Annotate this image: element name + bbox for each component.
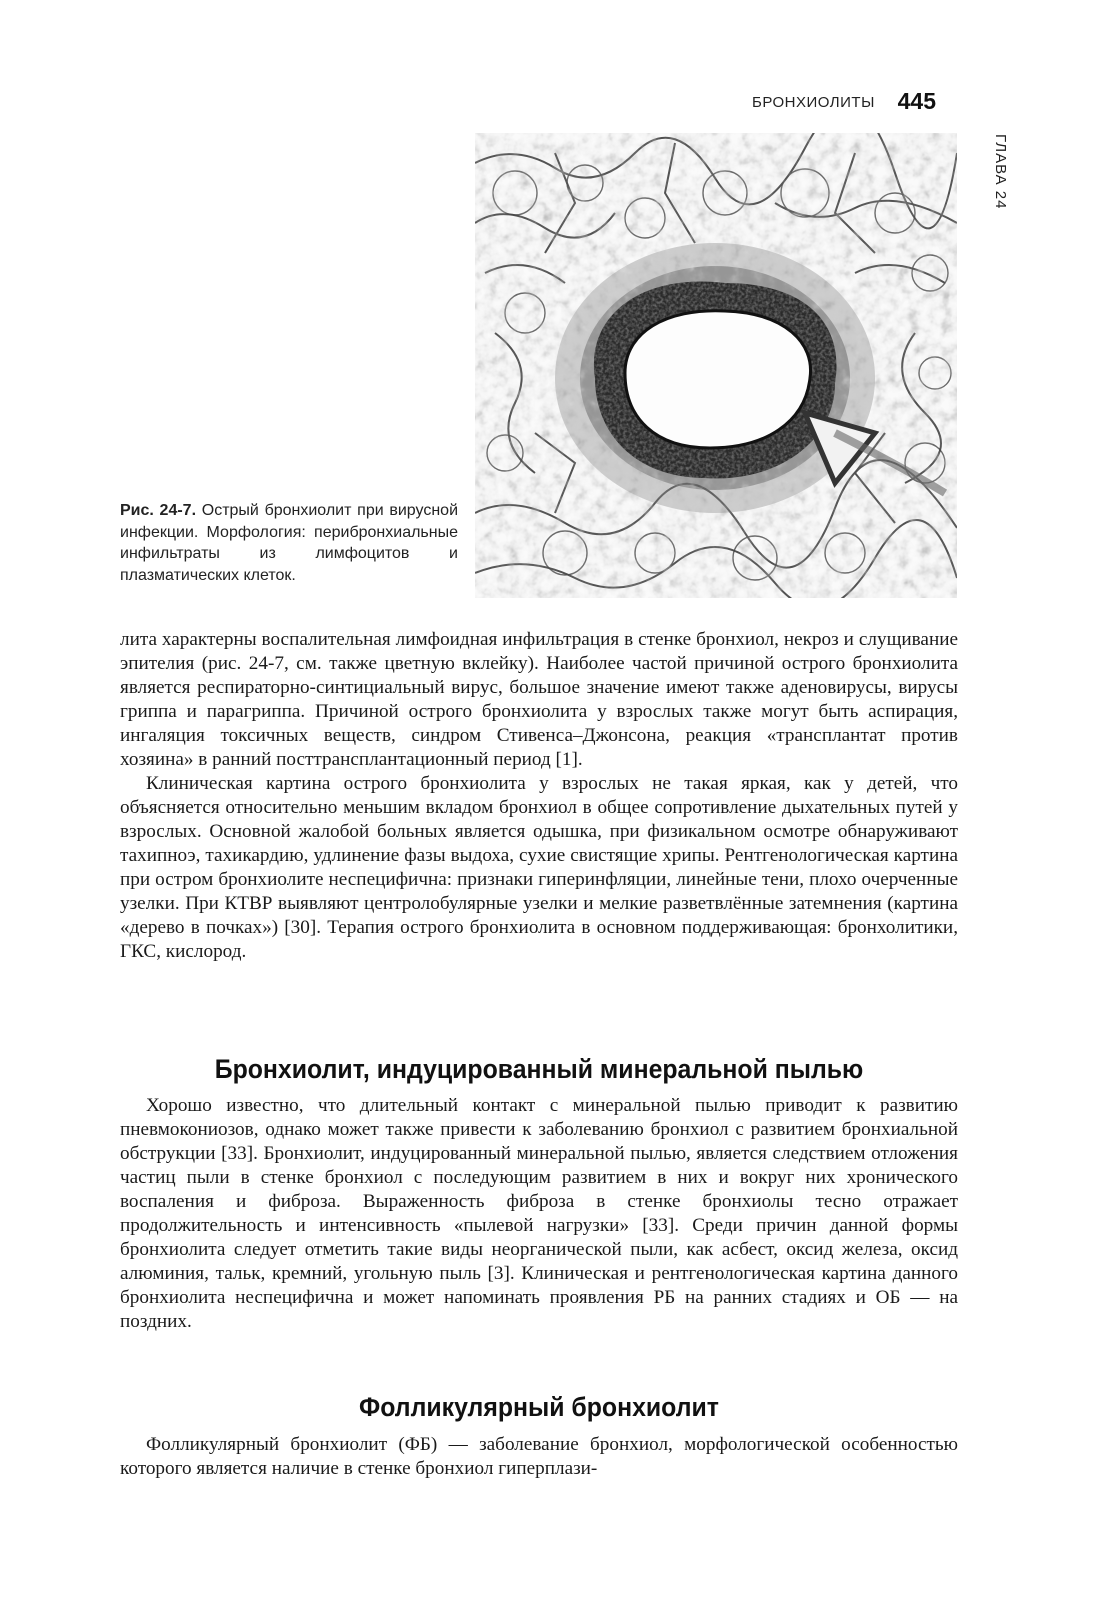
chapter-label: ГЛАВА 24 (992, 134, 1009, 210)
section-heading: Бронхиолит, индуцированный минеральной пылью (214, 1054, 864, 1084)
caption-label: Рис. 24-7. (120, 502, 197, 519)
paragraph: лита характерны воспалительная лимфоидная инфильтрация в стенке бронхиол, некроз и слущивание эпителия (рис. 24-7, см. также цветную вклейку). Наиболее частой причиной острого бронхиолита является респираторно-синтициальный вирус, большое значение имеют также аденовирусы, вирусы гриппа и парагриппа. Причиной острого бронхиолита у взрослых также могут быть аспирация, ингаляция токсичных веществ, синдром Стивенса–Джонсона, реакция «трансплантат против хозяина» в ранний посттрансплантационный период [1]. (120, 629, 958, 770)
running-header (700, 88, 940, 122)
chapter-tab (985, 134, 1025, 244)
figure-caption (120, 500, 458, 586)
paragraph: Фолликулярный бронхиолит (ФБ) — заболевание бронхиол, морфологической особенностью которого является наличие в стенке бронхиол гиперплази- (120, 1434, 958, 1479)
histology-figure (475, 133, 957, 598)
paragraph: Хорошо известно, что длительный контакт с минеральной пылью приводит к развитию пневмокониозов, однако может также привести к заболеванию бронхиол с развитием бронхиальной обструкции [33]. Бронхиолит, индуцированный минеральной пылью, является следствием отложения частиц пыли в стенке бронхиол с последующим развитием в них и вокруг них хронического воспаления и фиброза. Выраженность фиброза в стенке бронхиолы тесно отражает продолжительность и интенсивность «пылевой нагрузки» [33]. Среди причин данной формы бронхиолита следует отметить такие виды неорганической пыли, как асбест, оксид железа, оксид алюминия, тальк, кремний, угольную пыль [3]. Клиническая и рентгенологическая картина данного бронхиолита неспецифична и может напоминать проявления РБ на ранних стадиях и ОБ — на поздних. (120, 1095, 958, 1332)
caption-text: Острый бронхиолит при вирусной инфекции. Морфология: перибронхиальные инфильтраты из лимфоцитов и плазматических клеток. (120, 502, 459, 584)
body-block-1 (120, 628, 958, 964)
running-title: БРОНХИОЛИТЫ (752, 94, 875, 111)
page-number: 445 (897, 88, 936, 114)
section-heading: Фолликулярный бронхиолит (359, 1392, 719, 1422)
body-block-3 (120, 1433, 958, 1481)
body-block-2 (120, 1094, 958, 1334)
paragraph: Клиническая картина острого бронхиолита у взрослых не такая яркая, как у детей, что объясняется относительно меньшим вкладом бронхиол в общее сопротивление дыхательных путей у взрослых. Основной жалобой больных является одышка, при физикальном осмотре обнаруживают тахипноэ, тахикардию, удлинение фазы выдоха, сухие свистящие хрипы. Рентгенологическая картина при остром бронхиолите неспецифична: признаки гиперинфляции, линейные тени, плохо очерченные узелки. При КТВР выявляют центролобулярные узелки и мелкие разветвлённые затемнения (картина «дерево в почках») [30]. Терапия острого бронхиолита в основном поддерживающая: бронхолитики, ГКС, кислород. (120, 773, 958, 962)
histology-image (475, 133, 957, 598)
